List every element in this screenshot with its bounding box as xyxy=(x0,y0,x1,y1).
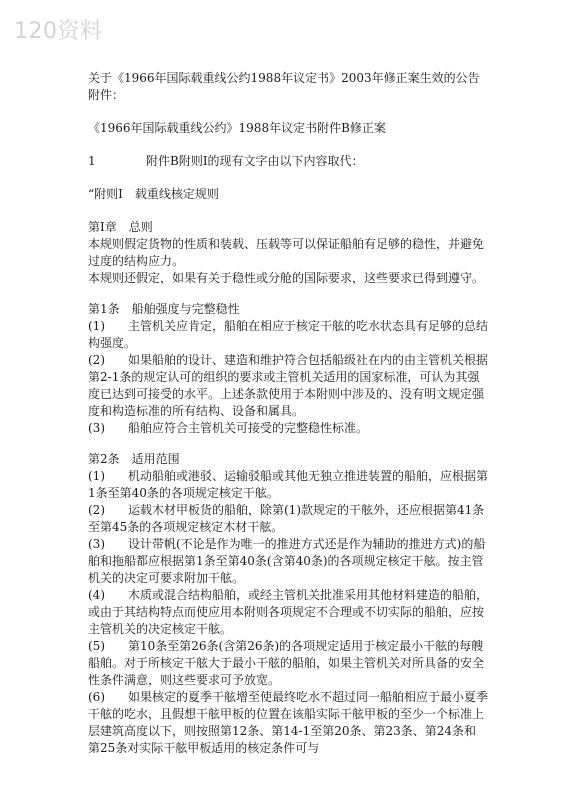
attachment-label: 附件： xyxy=(88,88,125,102)
article-1-heading: 第1条 船舶强度与完整稳性 xyxy=(88,302,240,316)
item-number: (2) xyxy=(88,353,105,367)
item-number: (3) xyxy=(88,421,105,435)
document-body xyxy=(88,70,488,757)
regulation-heading: “附则Ⅰ 载重线核定规则 xyxy=(88,187,219,201)
watermark-logo: 120资料 xyxy=(14,19,103,44)
item-1 xyxy=(88,153,488,170)
article-2-item xyxy=(88,638,488,689)
chapter-1-paragraph: 本规则还假定，如果有关于稳性或分舱的国际要求，这些要求已得到遵守。 xyxy=(88,271,485,285)
item-number: (1) xyxy=(88,469,105,483)
chapter-1-heading: 第Ⅰ章 总则 xyxy=(88,220,153,234)
article-2-item xyxy=(88,689,488,757)
item-1-text: 附件B附则Ⅰ的现有文字由以下内容取代： xyxy=(146,154,364,168)
item-text: 如果船舶的设计、建造和维护符合包括船级社在内的由主管机关根据第2-1条的规定认可的组织的要求或主管机关适用的国家标准，可认为其强度已达到可接受的水平。上述条款使用于本附则中涉及的、没有明文规定强度和构造标准的所有结构、设备和属具。 xyxy=(88,353,489,418)
item-number: (3) xyxy=(88,537,105,551)
document-title: 关于《1966年国际载重线公约1988年议定书》2003年修正案生效的公告 xyxy=(88,71,480,85)
article-2-item xyxy=(88,502,488,536)
item-number: (2) xyxy=(88,503,105,517)
item-text: 运载木材甲板货的船舶，除第(1)款规定的干舷外，还应根据第41条至第45条的各项规定核定木材干舷。 xyxy=(88,503,485,534)
article-1-item xyxy=(88,352,488,420)
item-text: 主管机关应肯定，船舶在相应于核定干舷的吃水状态具有足够的总结构强度。 xyxy=(88,319,489,350)
item-number: (6) xyxy=(88,690,105,704)
item-text: 木质或混合结构船舶，或经主管机关批准采用其他材料建造的船舶，或由于其结构特点而使应用本附则各项规定不合理或不切实际的船舶，应按主管机关的决定核定干舷。 xyxy=(88,588,489,636)
item-number: (4) xyxy=(88,588,105,602)
article-2-heading: 第2条 适用范围 xyxy=(88,452,180,466)
item-text: 设计带帆(不论是作为唯一的推进方式还是作为辅助的推进方式)的船舶和拖船都应根据第1条至第40条(含第40条)的各项规定核定干舷。按主管机关的决定可要求附加干舷。 xyxy=(88,537,486,585)
article-1-item xyxy=(88,420,488,437)
item-1-number: 1 xyxy=(88,154,96,168)
article-2-item xyxy=(88,468,488,502)
item-number: (5) xyxy=(88,639,105,653)
article-2-item xyxy=(88,587,488,638)
article-2-item xyxy=(88,536,488,587)
item-text: 第10条至第26条(含第26条)的各项规定适用于核定最小干舷的每艘船舶。对于所核定干舷大于最小干舷的船舶，如果主管机关对所具备的安全性条件满意，则这些要求可予放宽。 xyxy=(88,639,485,687)
item-number: (1) xyxy=(88,319,105,333)
item-text: 机动船舶或港驳、运输驳船或其他无独立推进装置的船舶，应根据第1条至第40条的各项规定核定干舷。 xyxy=(88,469,489,500)
article-1-item xyxy=(88,318,488,352)
annex-title: 《1966年国际载重线公约》1988年议定书附件B修正案 xyxy=(88,121,386,135)
item-text: 如果核定的夏季干舷增至使最终吃水不超过同一船舶相应于最小夏季干舷的吃水，且假想干舷甲板的位置在该船实际干舷甲板的至少一个标准上层建筑高度以下，则按照第12条、第14-1至第20条、第23条、第24条和第25条对实际干舷甲板适用的核定条件可与 xyxy=(88,690,489,755)
chapter-1-paragraph: 本规则假定货物的性质和装载、压载等可以保证船舶有足够的稳性，并避免过度的结构应力。 xyxy=(88,237,485,268)
item-text: 船舶应符合主管机关可接受的完整稳性标准。 xyxy=(128,421,369,435)
